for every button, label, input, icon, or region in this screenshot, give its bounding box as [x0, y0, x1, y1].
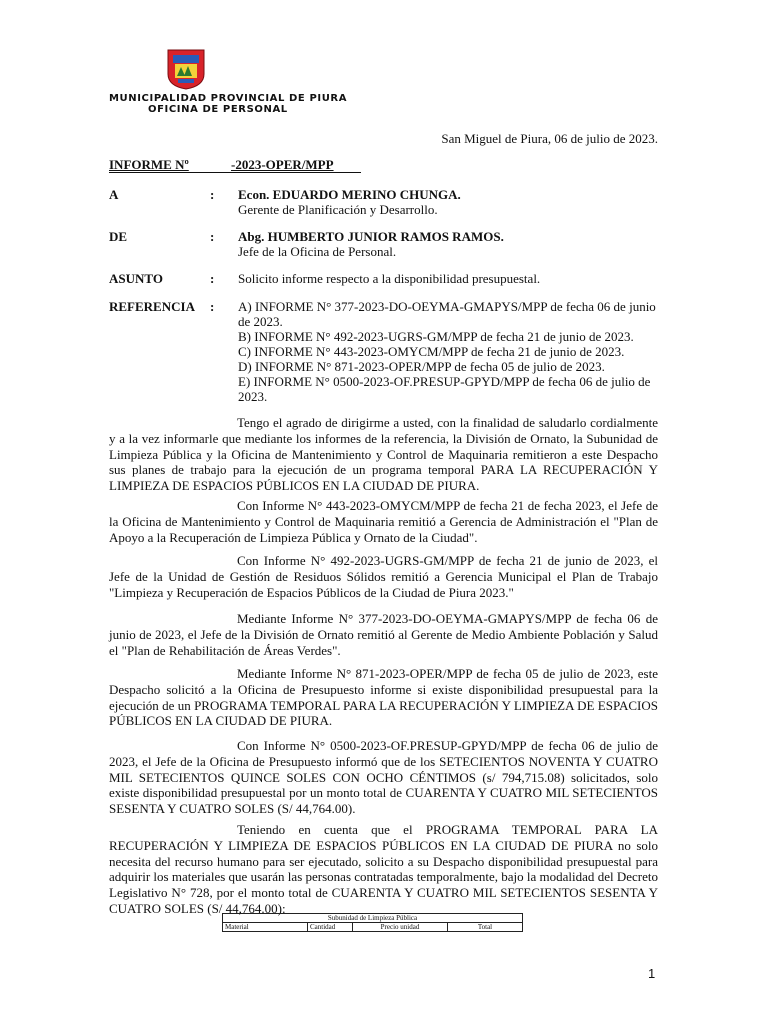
reference-item: E) INFORME N° 0500-2023-OF.PRESUP-GPYD/MPP de fecha 06 de julio de 2023. [238, 374, 651, 404]
table-header-unit-price: Precio unidad [353, 923, 448, 932]
table-header-total: Total [448, 923, 523, 932]
reference-item: C) INFORME N° 443-2023-OMYCM/MPP de fecha 21 de junio de 2023. [238, 344, 625, 359]
table-header-quantity: Cantidad [308, 923, 353, 932]
subject-colon: : [210, 271, 215, 286]
date-line: San Miguel de Piura, 06 de julio de 2023. [441, 131, 658, 146]
report-underline [109, 172, 361, 173]
body-paragraph: Mediante Informe N° 871-2023-OPER/MPP de fecha 05 de julio de 2023, este Despacho solicitó a la Oficina de Presupuesto informe si existe disponibilidad presupuestal para la ejecución de un PROGRAMA TEMPORAL PARA LA RECUPERACIÓN Y LIMPIEZA DE ESPACIOS PÚBLICOS EN LA CIUDAD DE PIURA. [109, 666, 658, 729]
page-number: 1 [648, 966, 656, 981]
municipality-name: MUNICIPALIDAD PROVINCIAL DE PIURA [109, 93, 348, 104]
body-paragraph: Mediante Informe N° 377-2023-DO-OEYMA-GMAPYS/MPP de fecha 06 de junio de 2023, el Jefe de la División de Ornato remitió al Gerente de Medio Ambiente Población y Salud el "Plan de Rehabilitación de Áreas Verdes". [109, 611, 658, 658]
municipal-crest-logo [166, 48, 206, 90]
to-colon: : [210, 187, 215, 202]
to-name: Econ. EDUARDO MERINO CHUNGA. [238, 187, 461, 202]
reference-label: REFERENCIA [109, 299, 195, 314]
from-role: Jefe de la Oficina de Personal. [238, 244, 397, 259]
office-name: OFICINA DE PERSONAL [148, 104, 288, 115]
table-title: Subunidad de Limpieza Pública [223, 914, 523, 923]
from-label: DE [109, 229, 128, 244]
body-paragraph: Teniendo en cuenta que el PROGRAMA TEMPORAL PARA LA RECUPERACIÓN Y LIMPIEZA DE ESPACIOS PÚBLICOS EN LA CIUDAD DE PIURA no solo necesita del recurso humano para ser ejecutado, solicito a su Despacho disponibilidad presupuestal para adquirir los materiales que usarán las personas contratadas temporalmente, bajo la modalidad del Decreto Legislativo N° 728, por el monto total de CUARENTA Y CUATRO MIL SETECIENTOS SESENTA Y CUATRO SOLES (S/ 44,764.00): [109, 822, 658, 916]
to-label: A [109, 187, 119, 202]
subject-label: ASUNTO [109, 271, 163, 286]
body-paragraph: Con Informe N° 492-2023-UGRS-GM/MPP de fecha 21 de junio de 2023, el Jefe de la Unidad de Gestión de Residuos Sólidos remitió a Gerencia Municipal el Plan de Trabajo "Limpieza y Recuperación de Espacios Públicos de la Ciudad de Piura 2023." [109, 553, 658, 600]
reference-item: B) INFORME N° 492-2023-UGRS-GM/MPP de fecha 21 de junio de 2023. [238, 329, 634, 344]
reference-item: D) INFORME N° 871-2023-OPER/MPP de fecha 05 de julio de 2023. [238, 359, 605, 374]
subject-text: Solicito informe respecto a la disponibilidad presupuestal. [238, 271, 541, 286]
from-name: Abg. HUMBERTO JUNIOR RAMOS RAMOS. [238, 229, 504, 244]
body-paragraph: Tengo el agrado de dirigirme a usted, con la finalidad de saludarlo cordialmente y a la vez informarle que mediante los informes de la referencia, la División de Ornato, la Subunidad de Limpieza Pública y la Oficina de Mantenimiento y Control de Maquinaria remitieron a este Despacho sus planes de trabajo para la ejecución de un programa temporal PARA LA RECUPERACIÓN Y LIMPIEZA DE ESPACIOS PÚBLICOS EN LA CIUDAD DE PIURA. [109, 415, 658, 494]
reference-colon: : [210, 299, 215, 314]
to-role: Gerente de Planificación y Desarrollo. [238, 202, 438, 217]
report-number: -2023-OPER/MPP [231, 157, 334, 172]
report-label: INFORME Nº [109, 157, 189, 172]
reference-list [238, 299, 658, 404]
materials-table [222, 913, 523, 932]
body-paragraph: Con Informe N° 0500-2023-OF.PRESUP-GPYD/MPP de fecha 06 de julio de 2023, el Jefe de la Oficina de Presupuesto informó que de los SETECIENTOS NOVENTA Y CUATRO MIL SETECIENTOS QUINCE SOLES CON OCHO CÉNTIMOS (s/ 794,715.08) solicitados, solo existe disponibilidad presupuestal por un monto total de CUARENTA Y CUATRO MIL SETECIENTOS SESENTA Y CUATRO SOLES (S/ 44,764.00). [109, 738, 658, 817]
reference-item: A) INFORME N° 377-2023-DO-OEYMA-GMAPYS/MPP de fecha 06 de junio de 2023. [238, 299, 656, 329]
body-paragraph: Con Informe N° 443-2023-OMYCM/MPP de fecha 21 de fecha 2023, el Jefe de la Oficina de Mantenimiento y Control de Maquinaria remitió a Gerencia de Administración el "Plan de Apoyo a la Recuperación de Limpieza Pública y Ornato de la Ciudad". [109, 498, 658, 545]
table-header-material: Material [223, 923, 308, 932]
from-colon: : [210, 229, 215, 244]
